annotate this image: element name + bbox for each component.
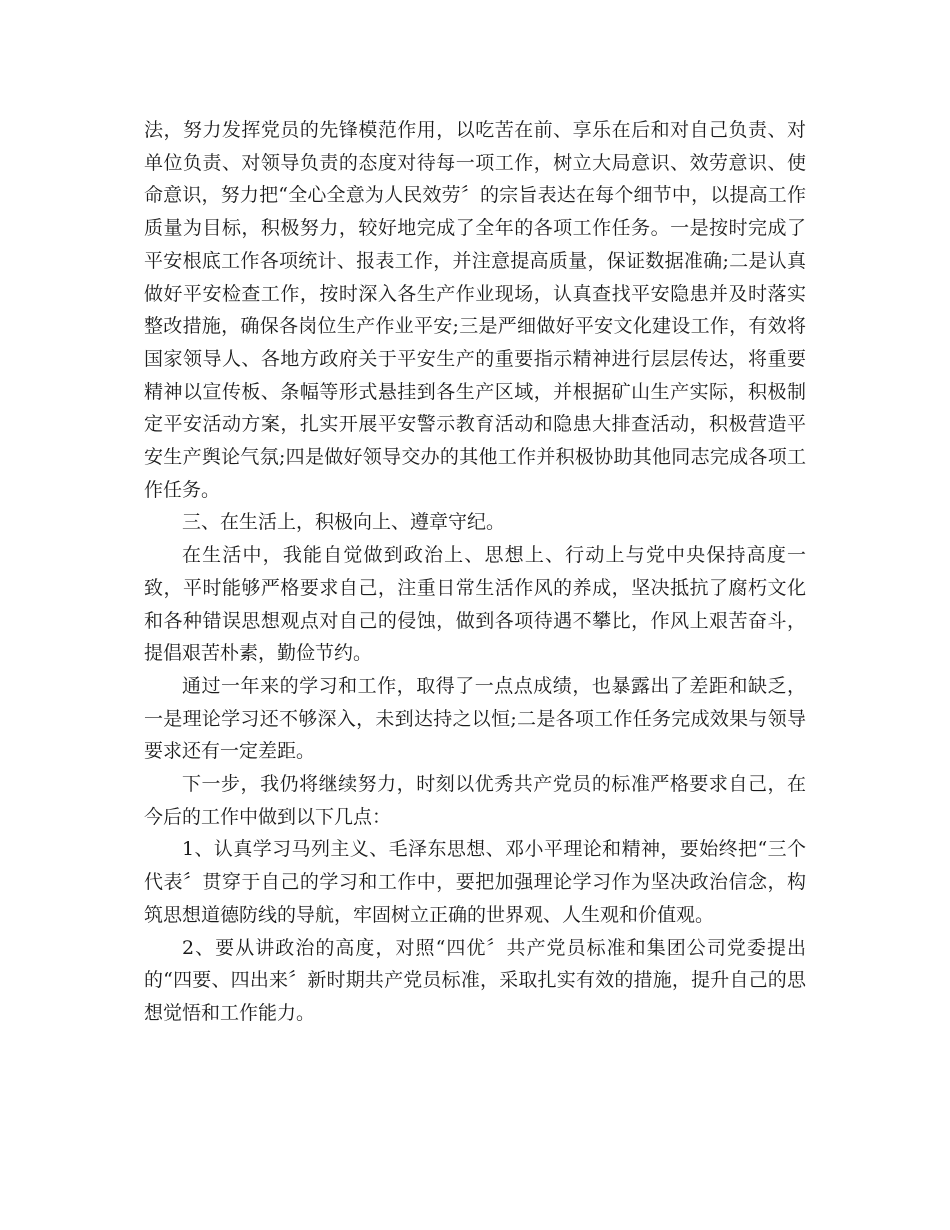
paragraph-shortcomings: 通过一年来的学习和工作，取得了一点点成绩，也暴露出了差距和缺乏，一是理论学习还不够深入，未到达持之以恒;二是各项工作任务完成效果与领导要求还有一定差距。 xyxy=(144,674,806,763)
paragraph-life: 在生活中，我能自觉做到政治上、思想上、行动上与党中央保持高度一致，平时能够严格要求自己，注重日常生活作风的养成，坚决抵抗了腐朽文化和各种错误思想观点对自己的侵蚀，做到各项待遇不攀比，作风上艰苦奋斗，提倡艰苦朴素，勤俭节约。 xyxy=(144,544,806,665)
list-item-2: 2、要从讲政治的高度，对照“四优〞共产党员标准和集团公司党委提出的“四要、四出来〞新时期共产党员标准，采取扎实有效的措施，提升自己的思想觉悟和工作能力。 xyxy=(144,936,806,1024)
section-heading-life: 三、在生活上，积极向上、遵章守纪。 xyxy=(182,511,506,534)
document-body xyxy=(144,114,806,1030)
paragraph-next-steps: 下一步，我仍将继续努力，时刻以优秀共产党员的标准严格要求自己，在今后的工作中做到以下几点： xyxy=(144,773,806,828)
paragraph-work-summary: 法，努力发挥党员的先锋模范作用，以吃苦在前、享乐在后和对自己负责、对单位负责、对领导负责的态度对待每一项工作，树立大局意识、效劳意识、使命意识，努力把“全心全意为人民效劳〞的宗旨表达在每个细节中，以提高工作质量为目标，积极努力，较好地完成了全年的各项工作任务。一是按时完成了平安根底工作各项统计、报表工作，并注意提高质量，保证数据准确;二是认真做好平安检查工作，按时深入各生产作业现场，认真查找平安隐患并及时落实整改措施，确保各岗位生产作业平安;三是严细做好平安文化建设工作，有效将国家领导人、各地方政府关于平安生产的重要指示精神进行层层传达，将重要精神以宣传板、条幅等形式悬挂到各生产区域，并根据矿山生产实际，积极制定平安活动方案，扎实开展平安警示教育活动和隐患大排查活动，积极营造平安生产舆论气氛;四是做好领导交办的其他工作并积极协助其他同志完成各项工作任务。 xyxy=(144,119,806,501)
list-item-1: 1、认真学习马列主义、毛泽东思想、邓小平理论和精神，要始终把“三个代表〞贯穿于自己的学习和工作中，要把加强理论学习作为坚决政治信念，构筑思想道德防线的导航，牢固树立正确的世界观、人生观和价值观。 xyxy=(144,838,806,926)
